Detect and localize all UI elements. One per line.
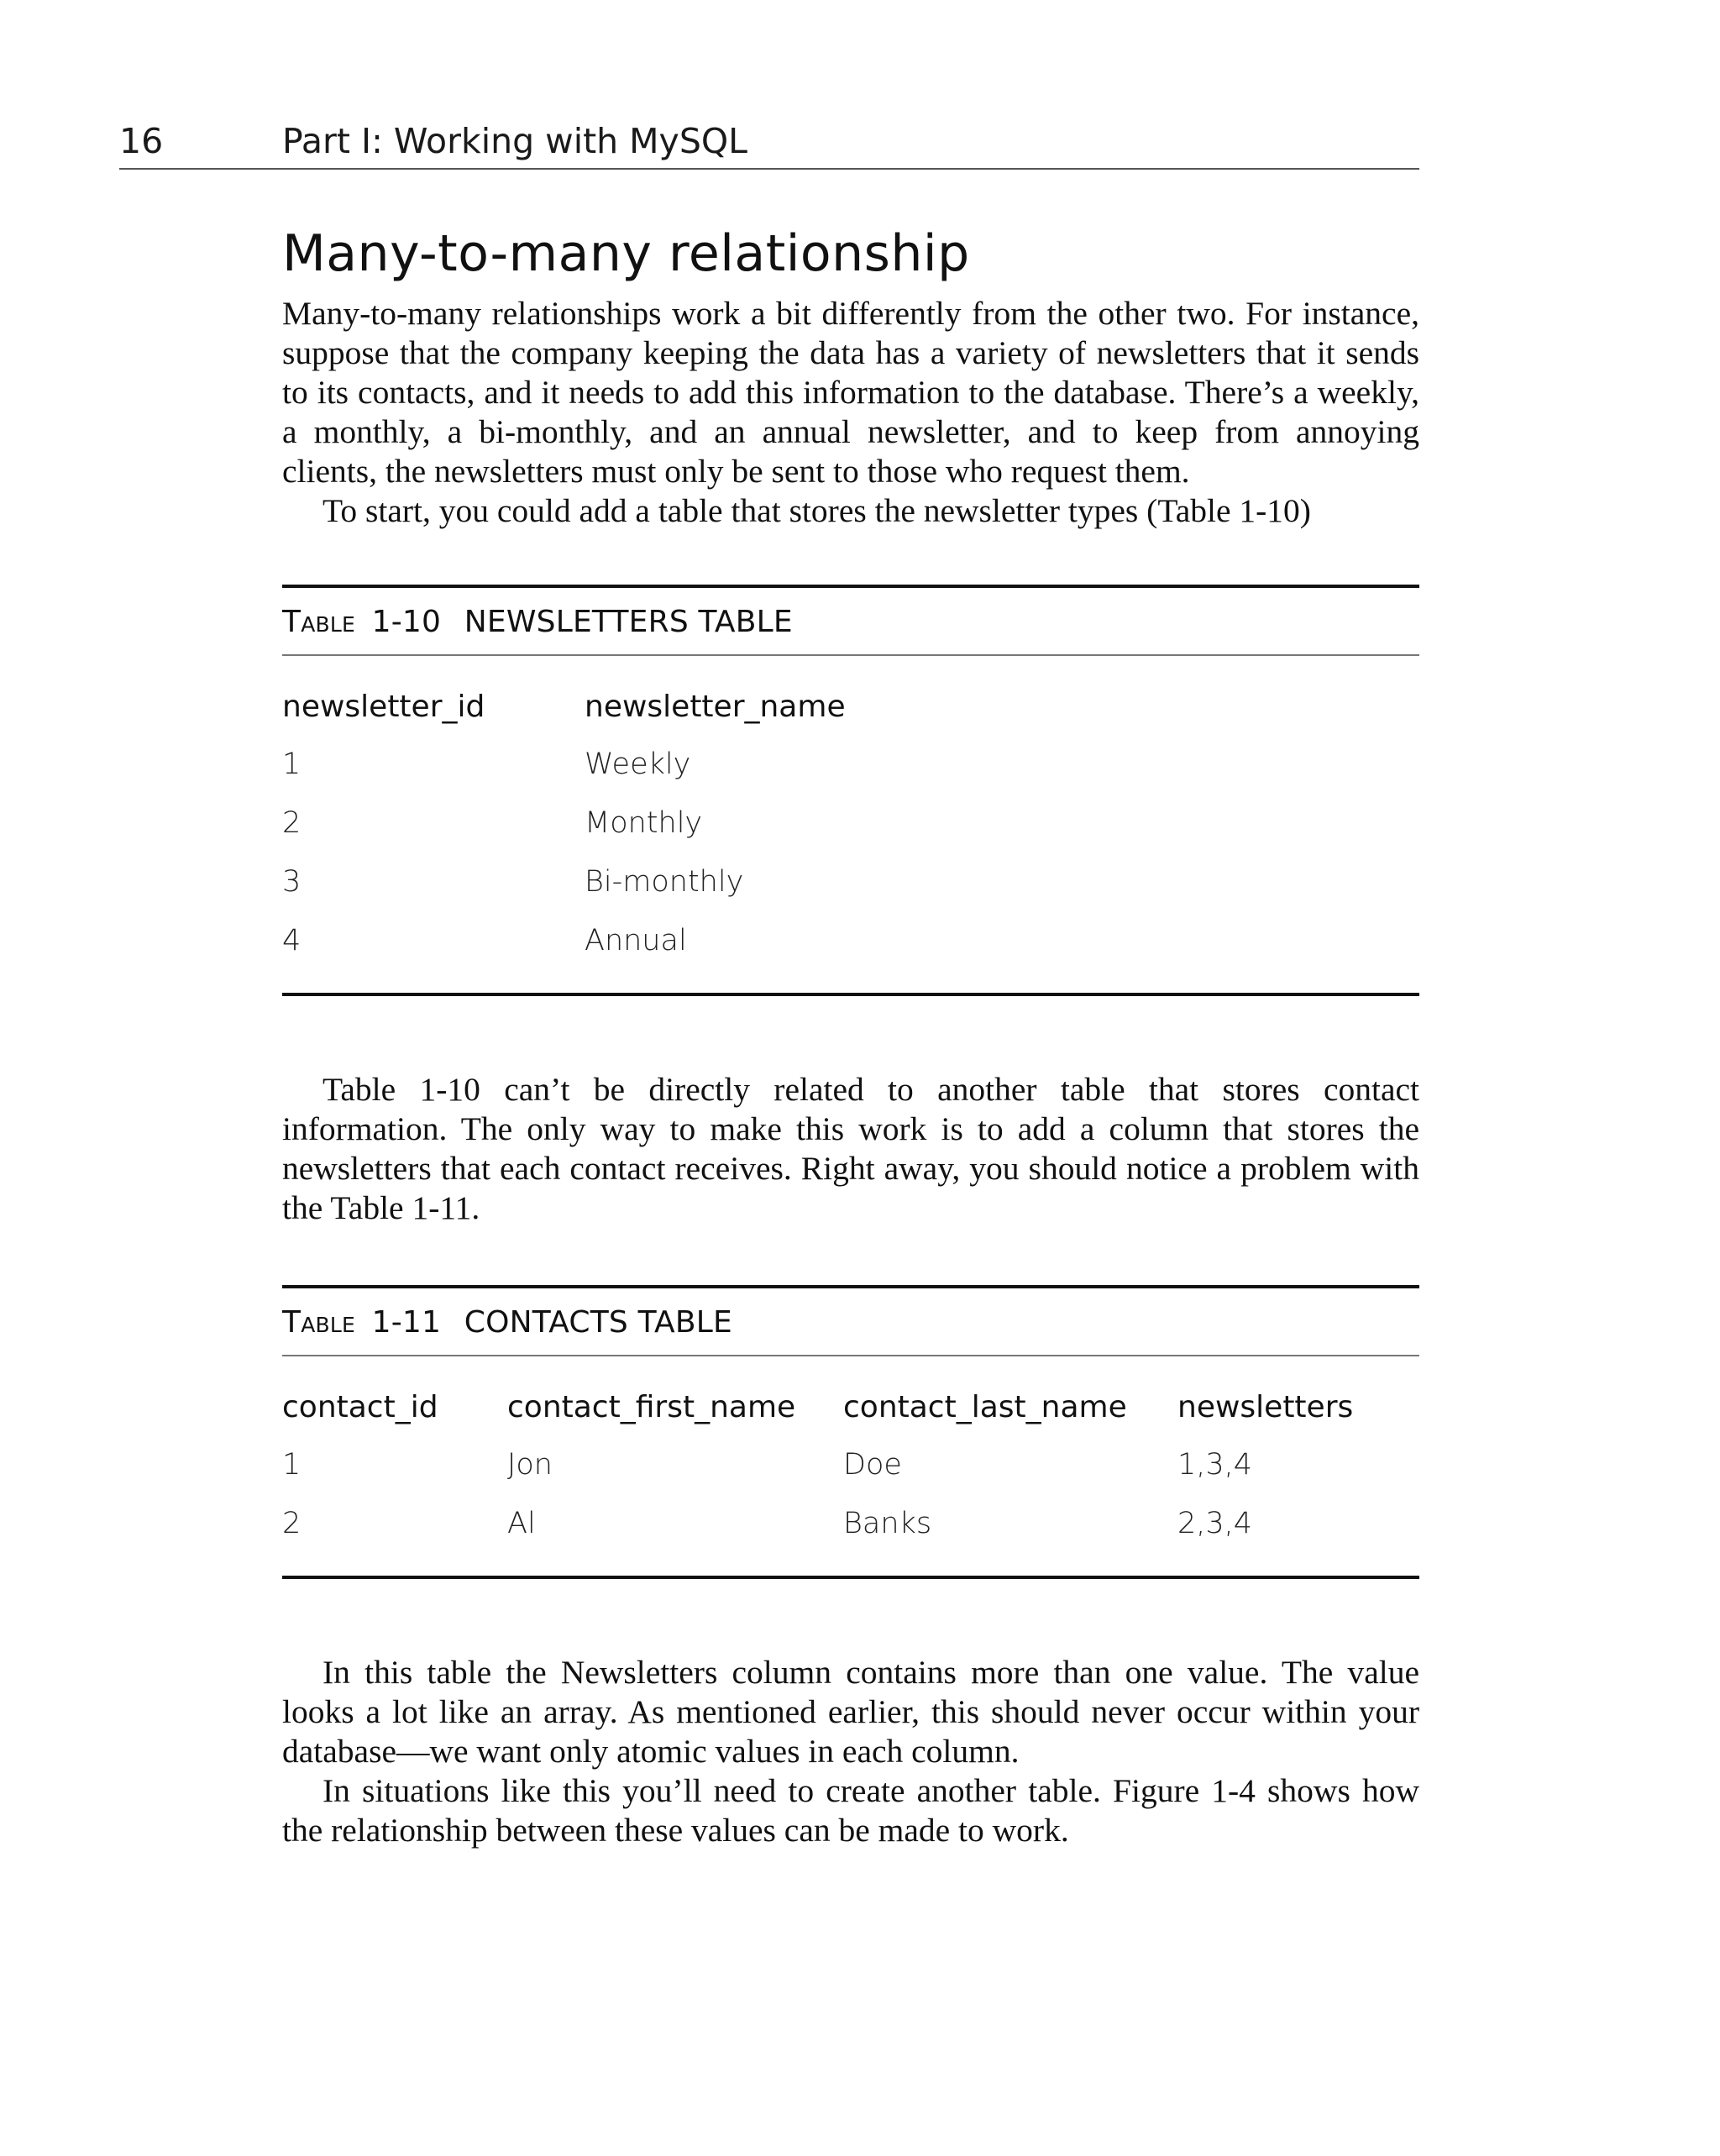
paragraph-start: To start, you could add a table that stores the newsletter types (Table 1-10)	[322, 492, 1311, 529]
column-header: contact_id	[282, 1390, 438, 1424]
paragraph-after-table-1-11-a: In this table the Newsletters column contains more than one value. The value looks a lot like an array. As mentioned earlier, this should never occur within your database—we want only atomic values in each column.	[282, 1654, 1419, 1770]
header-row	[282, 1356, 1419, 1448]
table-cell: Bi-monthly	[585, 865, 744, 899]
section-title: Many-to-many relationship	[282, 224, 970, 283]
caption-word: Table	[282, 1305, 355, 1340]
page-content	[282, 220, 1419, 1850]
table-cell: 2	[282, 806, 302, 840]
newsletters-table	[282, 656, 1419, 993]
caption-number: 1-10	[371, 605, 442, 639]
caption-word: Table	[282, 605, 355, 639]
table-row	[282, 1507, 1419, 1576]
paragraph-after-table-1-11-b: In situations like this you’ll need to create another table. Figure 1-4 shows how the relationship between these values can be made to work.	[282, 1772, 1419, 1849]
table-caption	[282, 1288, 1419, 1356]
table-cell: Al	[507, 1507, 536, 1540]
table-cell: Banks	[843, 1507, 932, 1540]
table-row	[282, 748, 1419, 806]
table-1-11	[282, 1285, 1419, 1579]
table-cell: 1,3,4	[1177, 1448, 1253, 1482]
table-cell: 4	[282, 924, 302, 957]
paragraph-after-table-1-10: Table 1-10 can’t be directly related to another table that stores contact information. The only way to make this work is to add a column that stores the newsletters that each contact receives. Right away, you should notice a problem with the Table 1-11.	[282, 1071, 1419, 1226]
table-row	[282, 806, 1419, 865]
column-header: newsletter_id	[282, 690, 485, 724]
paragraph-intro: Many-to-many relationships work a bit differently from the other two. For instance, suppose that the company keeping the data has a variety of newsletters that it sends to its contacts, and it needs to add this information to the database. There’s a weekly, a monthly, a bi-monthly, and an annual newsletter, and to keep from annoying clients, the newsletters must only be sent to those who request them.	[282, 295, 1419, 490]
table-row	[282, 1448, 1419, 1507]
header-row	[282, 656, 1419, 748]
table-row	[282, 924, 1419, 993]
table-cell: Weekly	[585, 748, 691, 781]
column-header: newsletter_name	[585, 690, 846, 724]
table-caption	[282, 588, 1419, 656]
caption-title: CONTACTS TABLE	[464, 1305, 732, 1340]
caption-title: NEWSLETTERS TABLE	[464, 605, 793, 639]
table-1-10	[282, 585, 1419, 996]
table-cell: Annual	[585, 924, 687, 957]
column-header: contact_last_name	[843, 1390, 1127, 1424]
table-cell: Monthly	[585, 806, 703, 840]
part-title: Part I: Working with MySQL	[282, 121, 747, 161]
table-cell: 1	[282, 1448, 302, 1482]
table-cell: 3	[282, 865, 302, 899]
running-header	[119, 118, 1419, 170]
caption-number: 1-11	[371, 1305, 442, 1340]
table-cell: Jon	[507, 1448, 553, 1482]
table-cell: 1	[282, 748, 302, 781]
table-cell: 2,3,4	[1177, 1507, 1253, 1540]
page-number: 16	[119, 121, 164, 161]
table-cell: Doe	[843, 1448, 902, 1482]
table-row	[282, 865, 1419, 924]
column-header: contact_first_name	[507, 1390, 796, 1424]
table-cell: 2	[282, 1507, 302, 1540]
contacts-table	[282, 1356, 1419, 1576]
column-header: newsletters	[1177, 1390, 1354, 1424]
